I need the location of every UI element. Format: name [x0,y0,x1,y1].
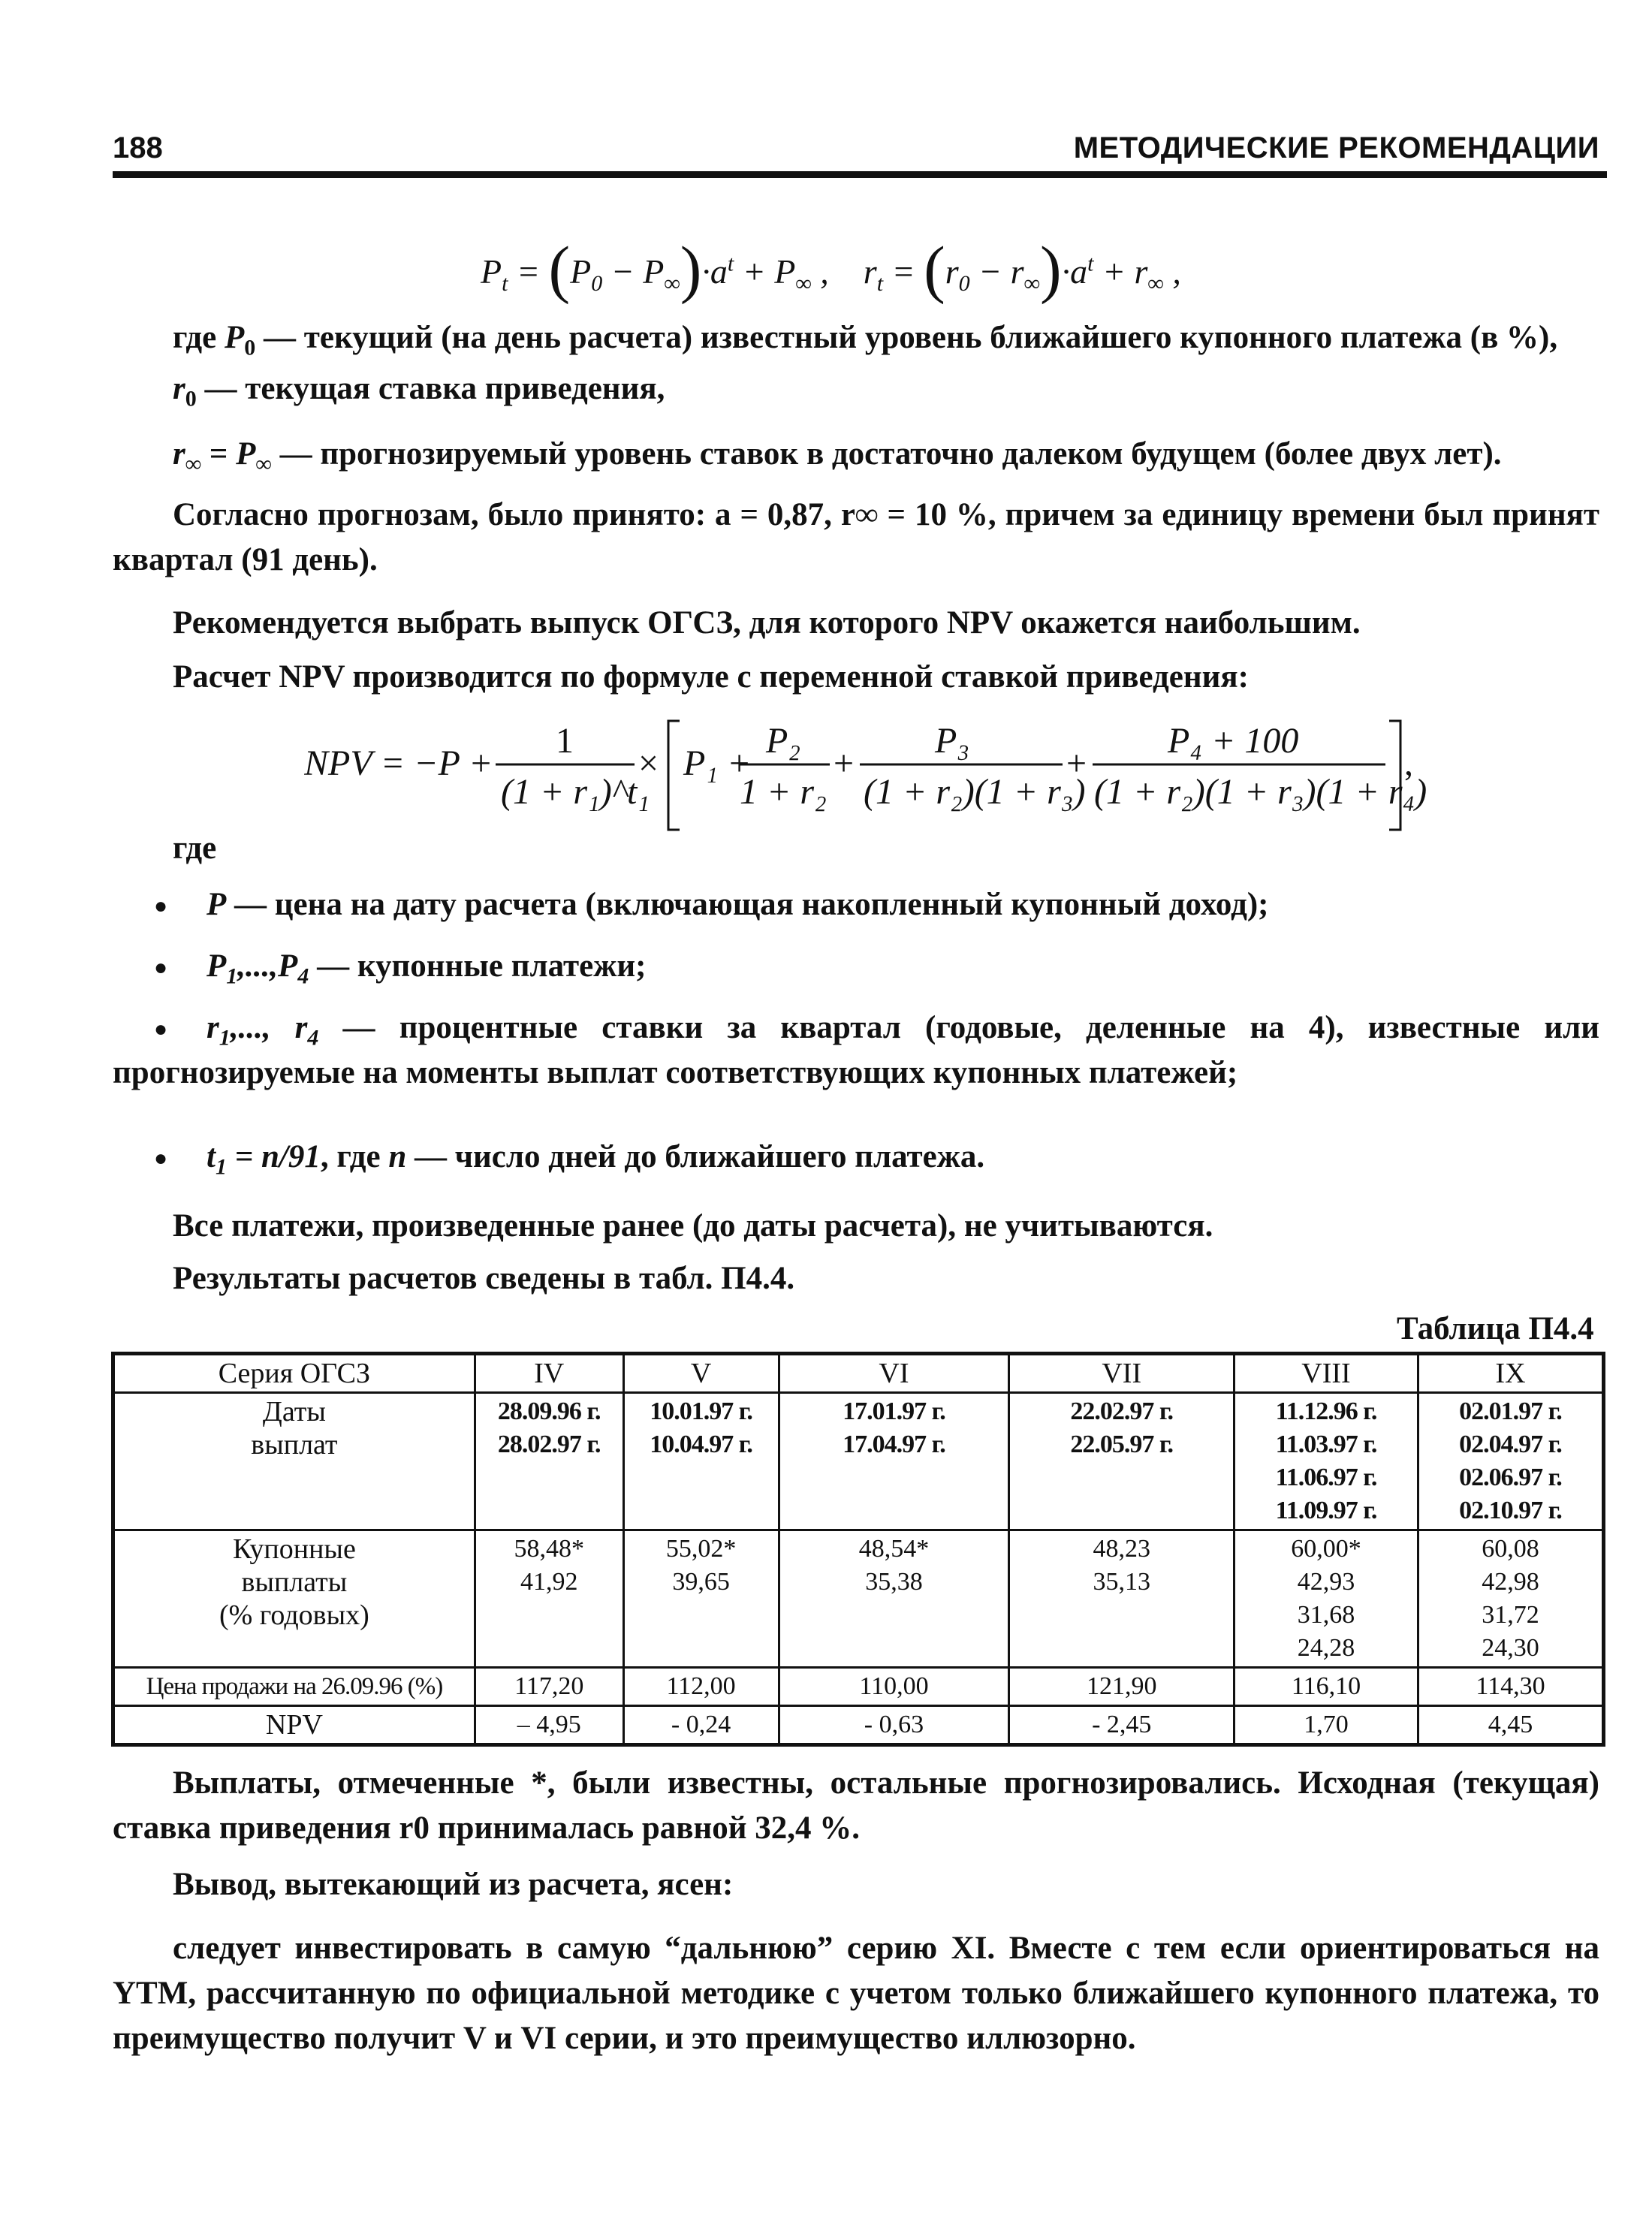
table-cell: 121,90 [1009,1668,1234,1706]
bullet-dot: ● [154,955,168,980]
npv-formula [304,706,1430,849]
factor-numerator: 1 [556,721,574,761]
col-header-ix: IX [1418,1354,1603,1393]
row-label-coupons: Купонные выплаты (% годовых) [113,1530,475,1668]
table-cell: 4,45 [1418,1706,1603,1745]
running-title: МЕТОДИЧЕСКИЕ РЕКОМЕНДАЦИИ [1073,131,1599,164]
bullet-item-t1: $t_1 = n/91$, где n — число дней до ближайшего платежа. [206,1139,985,1180]
col-header-iv: IV [475,1354,623,1393]
table-row-price [113,1668,1604,1706]
table-row-coupons [113,1530,1604,1668]
table-cell: 02.01.97 г. 02.04.97 г. 02.06.97 г. 02.10.97 г. [1418,1393,1603,1530]
formula-end-comma: , [1404,743,1413,783]
table-cell: 28.09.96 г. 28.02.97 г. [475,1393,623,1530]
factor-denominator: (1 + r₁)^t₁ [501,772,650,812]
def-p0: где $P_0$ — текущий (на день расчета) известный уровень ближайшего купонного платежа (в %), [173,320,1558,360]
p2-denominator: 1 + r₂ [740,772,827,812]
page-number: 188 [113,131,163,164]
p1-term: P₁ + [683,743,752,783]
col-header-vi: VI [779,1354,1009,1393]
table-caption: Таблица П4.4 [1397,1311,1594,1346]
row-label-npv: NPV [113,1706,475,1745]
p3-denominator: (1 + r₂)(1 + r₃) [864,772,1086,812]
col-header-series: Серия ОГСЗ [113,1354,475,1393]
table-cell: 10.01.97 г. 10.04.97 г. [623,1393,779,1530]
table-cell: 110,00 [779,1668,1009,1706]
bullet-dot: ● [154,1146,168,1171]
table-cell: 17.01.97 г. 17.04.97 г. [779,1393,1009,1530]
table-cell: 48,23 35,13 [1009,1530,1234,1668]
results-table [111,1352,1605,1747]
page-header [113,131,1599,176]
table-cell: 116,10 [1234,1668,1418,1706]
table-cell: 60,00* 42,93 31,68 24,28 [1234,1530,1418,1668]
para-recommend: Рекомендуется выбрать выпуск ОГСЗ, для которого NPV окажется наибольшим. [173,605,1361,641]
table-header-row [113,1354,1604,1393]
formula-pt: $P_t = (P_0 - P_\infty)\cdot a^t + P_\infty$ , [481,233,829,305]
table-cell: 60,08 42,98 31,72 24,30 [1418,1530,1603,1668]
bullet-item-p: P — цена на дату расчета (включающая накопленный купонный доход); [206,887,1269,922]
col-header-v: V [623,1354,779,1393]
bullet-dot: ● [154,894,168,918]
def-r0: $r_0$ — текущая ставка приведения, [173,371,665,412]
para-forecast: Согласно прогнозам, было принято: a = 0,87, r∞ = 10 %, причем за единицу времени был принят квартал (91 день). [113,497,1599,577]
bullet-item-payments: $P_1,...,P_4$ — купонные платежи; [206,948,647,989]
para-conclusion: следует инвестировать в самую “дальнюю” серию XI. Вместе с тем если ориентироваться на YTM, рассчитанную по официальной методике с учетом только ближайшего купонного платежа, то преимущество получит V и VI серии, и это преимущество иллюзорно. [113,1931,1599,2056]
def-rinf: $r_\infty = P_\infty$ — прогнозируемый уровень ставок в достаточно далеком будущем (более двух лет). [173,436,1502,477]
table-cell: 1,70 [1234,1706,1418,1745]
table-cell: 11.12.96 г. 11.03.97 г. 11.06.97 г. 11.09.97 г. [1234,1393,1418,1530]
table-cell: - 2,45 [1009,1706,1234,1745]
plus-sign-2: + [1066,743,1087,783]
table-cell: - 0,63 [779,1706,1009,1745]
table-row-npv [113,1706,1604,1745]
table-cell: 58,48* 41,92 [475,1530,623,1668]
p4-denominator: (1 + r₂)(1 + r₃)(1 + r₄) [1094,772,1427,812]
table-cell: 22.02.97 г. 22.05.97 г. [1009,1393,1234,1530]
p2-numerator: P₂ [766,721,801,761]
table-cell: 114,30 [1418,1668,1603,1706]
row-label-dates: Даты выплат [113,1393,475,1530]
bullet-item-rates: $r_1$,..., $r_4$ — процентные ставки за квартал (годовые, деленные на 4), известные или прогнозируемые на моменты выплат соответствующих купонных платежей; [113,1010,1600,1090]
table-cell: 55,02* 39,65 [623,1530,779,1668]
table-cell: 48,54* 35,38 [779,1530,1009,1668]
table-cell: 112,00 [623,1668,779,1706]
plus-sign-1: + [834,743,855,783]
p3-numerator: P₃ [935,721,970,761]
times-sign: × [638,743,659,783]
formula-pt-rt [481,231,1181,306]
col-header-vii: VII [1009,1354,1234,1393]
para-conclusion-intro: Вывод, вытекающий из расчета, ясен: [173,1867,734,1902]
p4-numerator: P₄ + 100 [1168,721,1299,761]
header-rule [113,171,1607,178]
table-row-dates [113,1393,1604,1530]
table-cell: 117,20 [475,1668,623,1706]
para-marked: Выплаты, отмеченные *, были известны, остальные прогнозировались. Исходная (текущая) ставка приведения r0 принималась равной 32,4 %. [113,1765,1599,1846]
where-word: где [173,831,217,866]
row-label-price: Цена продажи на 26.09.96 (%) [113,1668,475,1706]
para-calc: Расчет NPV производится по формуле с переменной ставкой приведения: [173,659,1249,695]
formula-rt: $r_t = (r_0 - r_\infty)\cdot a^t + r_\infty$ , [863,233,1181,305]
table-cell: - 0,24 [623,1706,779,1745]
npv-lhs: NPV = −P + [304,743,493,783]
col-header-viii: VIII [1234,1354,1418,1393]
para-previous: Все платежи, произведенные ранее (до даты расчета), не учитываются. [173,1208,1213,1244]
para-results: Результаты расчетов сведены в табл. П4.4. [173,1261,795,1296]
bullet-dot: ● [154,1017,168,1042]
table-cell: – 4,95 [475,1706,623,1745]
